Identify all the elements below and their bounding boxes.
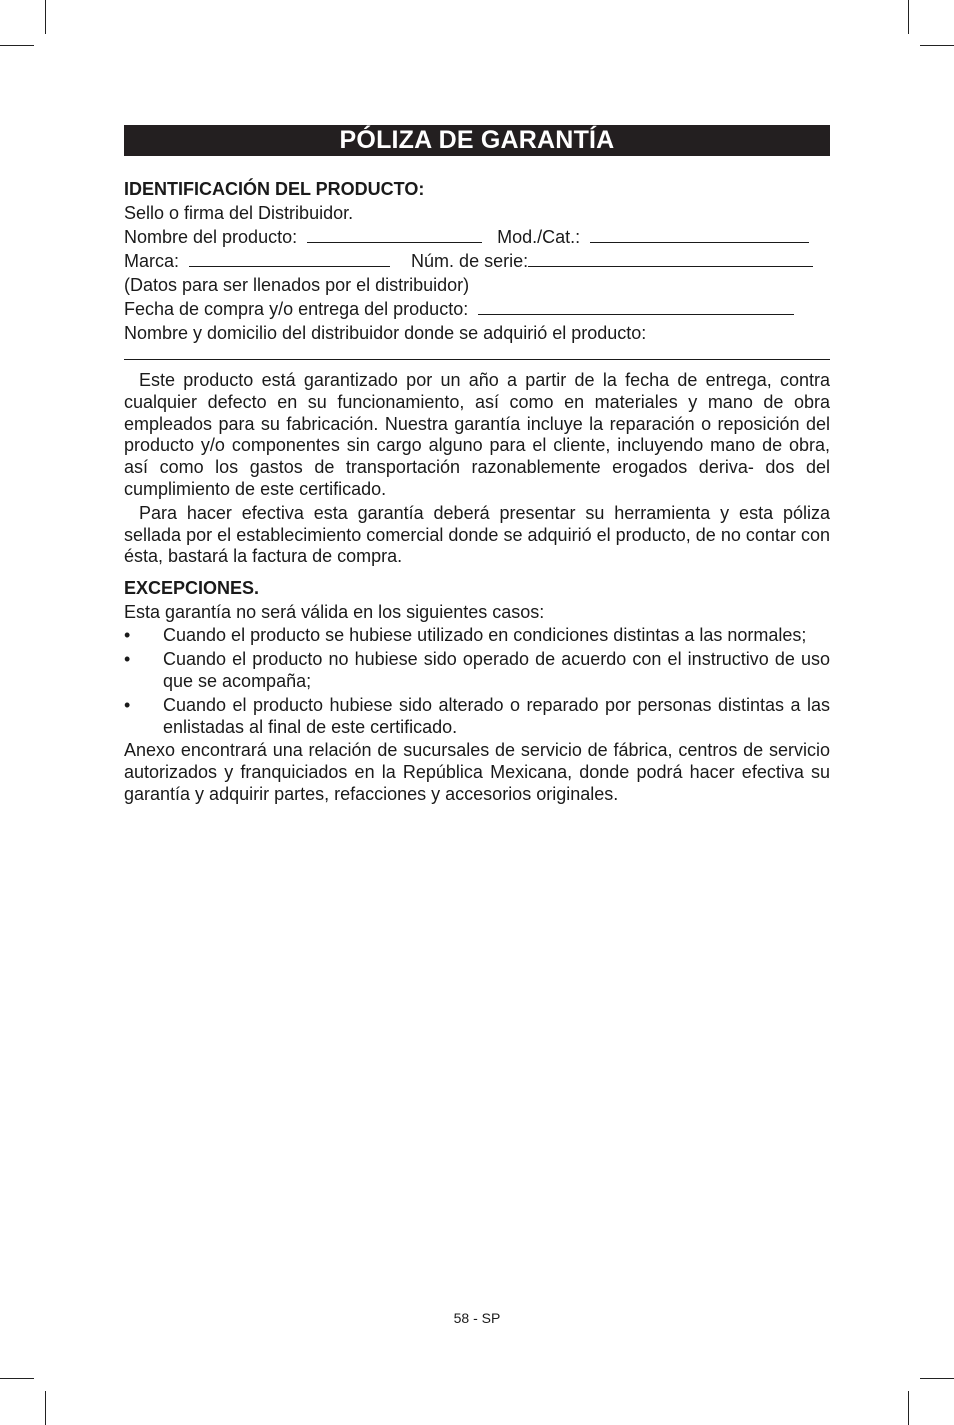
exceptions-list	[124, 624, 830, 738]
crop-mark	[45, 0, 46, 34]
warranty-document	[124, 125, 830, 806]
warranty-paragraph: Este producto está garantizado por un año a partir de la fecha de entrega, contra cualquier defecto en su funcionamiento, así como en materiales y mano de obra empleados para su fabricación. Nuestra garantía incluye la reparación o reposición del producto y/o componentes sin cargo alguno para el cliente, incluyendo mano de obra, así como los gastos de transportación razonablemente erogados deriva- dos del cumplimiento de este certificado.	[124, 370, 830, 499]
list-item: • Cuando el producto se hubiese utilizado en condiciones distintas a las normales;	[124, 625, 807, 646]
crop-mark	[0, 45, 34, 46]
purchase-date-row	[124, 297, 830, 321]
bullet: •	[124, 625, 131, 646]
page-title: PÓLIZA DE GARANTÍA	[124, 125, 830, 156]
distributor-label: Nombre y domicilio del distribuidor donde se adquirió el producto:	[124, 323, 647, 343]
purchase-date-field[interactable]	[478, 298, 794, 315]
crop-mark	[920, 45, 954, 46]
bullet: •	[124, 695, 131, 716]
product-name-label: Nombre del producto:	[124, 227, 298, 247]
model-label: Mod./Cat.:	[497, 227, 581, 247]
warranty-paragraph: Para hacer efectiva esta garantía deberá presentar su herramienta y esta póliza sellada por el establecimiento comercial donde se adquirió el producto, de no contar con ésta, bastará la factura de compra.	[124, 502, 830, 567]
crop-mark	[908, 1391, 909, 1425]
crop-mark	[45, 1391, 46, 1425]
fill-note: (Datos para ser llenados por el distribuidor)	[124, 275, 470, 295]
crop-mark	[0, 1378, 34, 1379]
seal-line: Sello o firma del Distribuidor.	[124, 203, 354, 223]
serial-label: Núm. de serie:	[411, 251, 529, 271]
purchase-date-label: Fecha de compra y/o entrega del producto:	[124, 299, 469, 319]
list-item: • Cuando el producto no hubiese sido operado de acuerdo con el instructivo de uso que se acompaña;	[124, 649, 830, 692]
exceptions-intro: Esta garantía no será válida en los siguientes casos:	[124, 602, 545, 623]
brand-serial-row	[124, 249, 830, 273]
model-field[interactable]	[590, 226, 809, 243]
product-name-field[interactable]	[307, 226, 482, 243]
page-number: 58 - SP	[453, 1310, 501, 1326]
brand-label: Marca:	[124, 251, 180, 271]
serial-field[interactable]	[528, 250, 813, 267]
distributor-field[interactable]	[124, 345, 830, 360]
crop-mark	[920, 1378, 954, 1379]
bullet: •	[124, 649, 131, 670]
closing-paragraph: Anexo encontrará una relación de sucursales de servicio de fábrica, centros de servicio autorizados y franquiciados en la República Mexicana, donde podrá hacer efectiva su garantía y adquirir partes, refacciones y accesorios originales.	[124, 740, 830, 804]
exceptions-heading: EXCEPCIONES.	[124, 578, 260, 599]
crop-mark	[908, 0, 909, 34]
identification-heading: IDENTIFICACIÓN DEL PRODUCTO:	[124, 179, 425, 199]
brand-field[interactable]	[189, 250, 390, 267]
product-name-row	[124, 225, 830, 249]
list-item: • Cuando el producto hubiese sido alterado o reparado por personas distintas a las enlistadas al final de este certificado.	[124, 695, 830, 738]
